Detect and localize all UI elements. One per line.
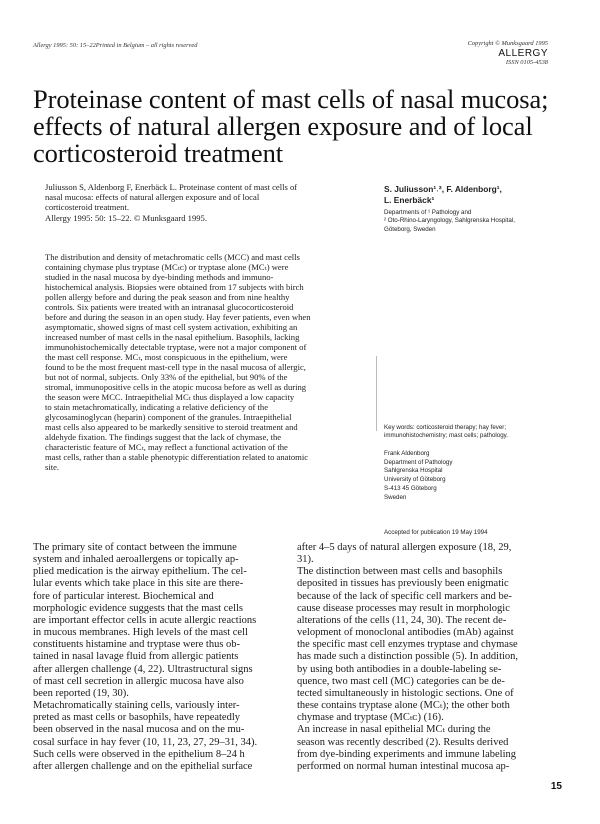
text-line: The distinction between mast cells and basophils [297, 566, 503, 578]
text-line: performed on normal human intestinal mucosa ap- [297, 760, 510, 772]
text-line: corticosteroid treatment. [45, 202, 129, 213]
text-line: S-413 45 Göteborg [384, 484, 437, 492]
text-line: mast cells also appeared to be markedly sensitive to steroid treatment and [45, 422, 298, 433]
text-line: to stain metachromatically, indicating a relative deficiency of the [45, 402, 269, 413]
text-line: the specific mast cell enzymes tryptase and chymase [297, 639, 518, 651]
text-line: cosal surface in hay fever (10, 11, 23, 27, 29–31, 34). [33, 736, 258, 748]
text-line: asymptomatic, showed signs of mast cell system activation, exhibiting an [45, 322, 298, 333]
text-line: before and during the season in an open study. Hay fever patients, even when [45, 312, 311, 323]
text-line: lular events which take place in this site are there- [33, 578, 244, 590]
text-line: Sahlgrenska Hospital [384, 467, 443, 475]
text-line: morphologic evidence suggests that the mast cells [33, 602, 243, 614]
text-line: 31). [297, 554, 314, 566]
text-line: velopment of monoclonal antibodies (mAb) against [297, 627, 514, 639]
text-line: these contains tryptase alone (MCₜ); the other both [297, 700, 510, 712]
keywords [384, 424, 508, 441]
text-line: L. Enerbäck¹ [384, 195, 435, 205]
text-line: Such cells were observed in the epithelium 8–24 h [33, 748, 245, 760]
text-line: quence, two mast cell (MC) categories can be de- [297, 675, 505, 687]
text-line: alterations of the cells (11, 24, 30). The recent de- [297, 614, 507, 626]
page-number: 15 [550, 781, 562, 792]
body-column-left [33, 542, 295, 773]
text-line: deposited in tissues has previously been enigmatic [297, 578, 509, 590]
author-list [384, 184, 502, 206]
running-header-right [468, 40, 548, 67]
issn-line: ISSN 0105-4538 [505, 59, 548, 66]
text-line: after 4–5 days of natural allergen exposure (18, 29, [297, 542, 512, 553]
text-line: An increase in nasal epithelial MCₜ during the [297, 724, 491, 736]
correspondence-address [384, 450, 452, 502]
text-line: glycosaminoglycan (heparin) component of the granules. Intraepithelial [45, 412, 292, 423]
text-line: been reported (19, 30). [33, 687, 129, 699]
text-line: Allergy 1995: 50: 15–22. © Munksgaard 1995. [45, 212, 208, 223]
text-line: immunohistochemically detectable tryptase, were not a major component of [45, 342, 307, 353]
text-line: by using both antibodies in a double-labeling se- [297, 663, 502, 675]
text-line: preted as mast cells or basophils, have repeatedly [33, 712, 241, 724]
text-line: controls. Six patients were treated with an intranasal glucocorticosteroid [45, 302, 294, 313]
text-line: University of Göteborg [384, 476, 446, 484]
text-line: Department of Pathology [384, 458, 453, 466]
text-line: found to be the most frequent mast-cell type in the nasal mucosa of allergic, [45, 362, 306, 373]
text-line: histochemical analysis. Biopsies were obtained from 17 subjects with birch [45, 282, 304, 293]
text-line: tected simultaneously in histologic sections. One of [297, 687, 514, 699]
text-line: the mast cell response. MCₜ, most conspicuous in the epithelium, were [45, 352, 288, 363]
text-line: fore of particular interest. Biochemical and [33, 590, 214, 602]
text-line: Sweden [384, 493, 407, 501]
text-line: stromal, immunopositive cells in the atopic mucosa before as well as during [45, 382, 307, 393]
text-line: Key words: corticosteroid therapy; hay fever; [384, 424, 507, 431]
text-line: Printed in Belgium – all rights reserved [95, 42, 198, 49]
text-line: because of the lack of specific cell markers and be- [297, 590, 512, 602]
text-line: from dye-binding experiments and immune labeling [297, 748, 516, 760]
text-line: cause disease processes may result in morphologic [297, 602, 510, 614]
body-column-right [297, 542, 559, 773]
text-line: are important effector cells in acute allergic reactions [33, 614, 257, 626]
text-line: The distribution and density of metachromatic cells (MCC) and mast cells [45, 252, 300, 262]
column-divider [376, 356, 377, 431]
abstract [45, 252, 375, 472]
affiliations [384, 209, 515, 234]
text-line: chymase and tryptase (MCₜᴄ) (16). [297, 712, 444, 724]
text-line: containing chymase plus tryptase (MCₜᴄ) or tryptase alone (MCₜ) were [45, 262, 289, 273]
text-line: of mast cell secretion in allergic mucosa have also [33, 675, 244, 687]
citation-block [45, 182, 370, 223]
text-line: system and inhaled aeroallergens or topically ap- [33, 554, 239, 566]
text-line: Frank Aldenborg [384, 450, 430, 457]
text-line: tained in nasal lavage fluid from allergic patients [33, 651, 239, 663]
text-line: constituents histamine and tryptase were thus ob- [33, 639, 241, 651]
text-line: has made such a distinction possible (5). In addition, [297, 651, 519, 663]
text-line: after allergen challenge and on the epithelial surface [33, 760, 253, 772]
text-line: site. [45, 462, 60, 473]
text-line: been observed in the nasal mucosa and on the mu- [33, 724, 245, 736]
text-line: ² Oto-Rhino-Laryngology, Sahlgrenska Hospital, [384, 217, 515, 225]
copyright-line: Copyright © Munksgaard 1995 [467, 40, 548, 47]
text-line: increased number of mast cells in the nasal epithelium. Basophils, lacking [45, 332, 300, 343]
text-line: the season were MCC. Intraepithelial MCₜ thus displayed a low capacity [45, 392, 295, 403]
text-line: after allergen challenge (4, 22). Ultrastructural signs [33, 663, 253, 675]
text-line: in mucous membranes. High levels of the mast cell [33, 627, 248, 639]
article-title: Proteinase content of mast cells of nasal mucosa; effects of natural allergen exposure and of local corticosteroid treatment [33, 84, 549, 168]
text-line: The primary site of contact between the immune [33, 542, 237, 553]
text-line: Departments of ¹ Pathology and [384, 209, 472, 216]
running-header-left [33, 42, 197, 50]
accepted-date: Accepted for publication 19 May 1994 [384, 529, 488, 536]
journal-name: ALLERGY [498, 48, 548, 59]
text-line: Metachromatically staining cells, variously inter- [33, 700, 240, 712]
text-line: S. Juliusson¹˒², F. Aldenborg¹, [384, 184, 502, 194]
text-line: but not of normal, subjects. Only 33% of the epithelial, but 90% of the [45, 372, 288, 383]
text-line: studied in the nasal mucosa by dye-binding methods and immuno- [45, 272, 274, 283]
text-line: plied medication is the airway epithelium. The cel- [33, 566, 247, 578]
text-line: aldehyde fixation. The findings suggest that the lack of chymase, the [45, 432, 282, 443]
text-line: Juliusson S, Aldenborg F, Enerbäck L. Proteinase content of mast cells of [45, 182, 298, 192]
text-line: nasal mucosa: effects of natural allergen exposure and of local [45, 192, 260, 203]
text-line: characteristic feature of MCₜ, may reflect a functional activation of the [45, 442, 288, 453]
text-line: immunohistochemistry; mast cells; pathology. [384, 432, 509, 440]
text-line: Göteborg, Sweden [384, 225, 436, 233]
text-line: mast cells, rather than a stable phenotypic differentiation related to anatomic [45, 452, 309, 463]
text-line: pollen allergy before and during the peak season and from nine healthy [45, 292, 290, 303]
text-line: Allergy 1995: 50: 15–22 [33, 42, 96, 49]
text-line: season was recently described (2). Results derived [297, 736, 509, 748]
